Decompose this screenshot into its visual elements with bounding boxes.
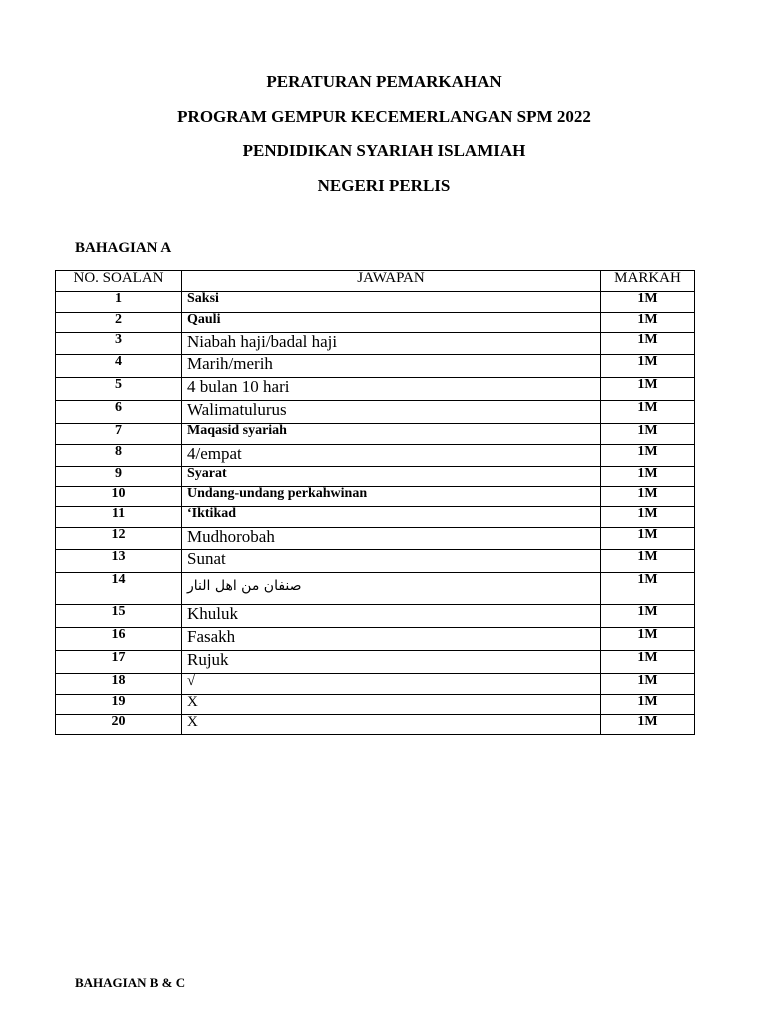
mark-value: 1M [601, 401, 695, 424]
table-row [56, 674, 695, 695]
question-number: 5 [56, 378, 182, 401]
question-number: 16 [56, 628, 182, 651]
mark-value: 1M [601, 292, 695, 313]
answer-text: Walimatulurus [182, 401, 601, 424]
question-number: 1 [56, 292, 182, 313]
question-number: 13 [56, 550, 182, 573]
mark-value: 1M [601, 333, 695, 355]
mark-value: 1M [601, 628, 695, 651]
table-row [56, 507, 695, 528]
table-row [56, 651, 695, 674]
mark-value: 1M [601, 313, 695, 333]
answer-text: Undang-undang perkahwinan [182, 487, 601, 507]
mark-value: 1M [601, 355, 695, 378]
program-title: PROGRAM GEMPUR KECEMERLANGAN SPM 2022 [177, 107, 591, 126]
answer-text: X [182, 715, 601, 735]
question-number: 18 [56, 674, 182, 695]
table-row [56, 378, 695, 401]
table-row [56, 573, 695, 605]
column-header-question-no: NO. SOALAN [56, 271, 182, 292]
section-a-label: BAHAGIAN A [75, 240, 172, 256]
mark-value: 1M [601, 445, 695, 467]
table-row [56, 487, 695, 507]
question-number: 9 [56, 467, 182, 487]
mark-value: 1M [601, 507, 695, 528]
answer-text: Fasakh [182, 628, 601, 651]
question-number: 2 [56, 313, 182, 333]
question-number: 12 [56, 528, 182, 550]
mark-value: 1M [601, 605, 695, 628]
answer-text: Syarat [182, 467, 601, 487]
table-row [56, 695, 695, 715]
mark-value: 1M [601, 674, 695, 695]
mark-value: 1M [601, 695, 695, 715]
table-row [56, 528, 695, 550]
question-number: 19 [56, 695, 182, 715]
answer-text: 4 bulan 10 hari [182, 378, 601, 401]
question-number: 10 [56, 487, 182, 507]
table-row [56, 605, 695, 628]
answer-text: X [182, 695, 601, 715]
table-row [56, 628, 695, 651]
table-row [56, 292, 695, 313]
answer-table [55, 270, 695, 735]
state-title: NEGERI PERLIS [317, 176, 451, 195]
mark-value: 1M [601, 378, 695, 401]
mark-value: 1M [601, 424, 695, 445]
table-row [56, 333, 695, 355]
table-row [56, 445, 695, 467]
table-row [56, 467, 695, 487]
question-number: 3 [56, 333, 182, 355]
answer-text: √ [182, 674, 601, 695]
question-number: 11 [56, 507, 182, 528]
answer-text-arabic: صنفان من اهل النار [182, 573, 601, 605]
mark-value: 1M [601, 467, 695, 487]
mark-value: 1M [601, 550, 695, 573]
question-number: 14 [56, 573, 182, 605]
mark-value: 1M [601, 573, 695, 605]
mark-value: 1M [601, 715, 695, 735]
mark-value: 1M [601, 487, 695, 507]
question-number: 6 [56, 401, 182, 424]
answer-text: Mudhorobah [182, 528, 601, 550]
table-row [56, 355, 695, 378]
question-number: 17 [56, 651, 182, 674]
question-number: 15 [56, 605, 182, 628]
table-row [56, 401, 695, 424]
subject-title: PENDIDIKAN SYARIAH ISLAMIAH [242, 141, 526, 160]
answer-text: Sunat [182, 550, 601, 573]
table-row [56, 715, 695, 735]
answer-text: Maqasid syariah [182, 424, 601, 445]
table-row [56, 424, 695, 445]
question-number: 7 [56, 424, 182, 445]
answer-text: Saksi [182, 292, 601, 313]
mark-value: 1M [601, 651, 695, 674]
answer-text: Rujuk [182, 651, 601, 674]
question-number: 20 [56, 715, 182, 735]
mark-value: 1M [601, 528, 695, 550]
column-header-mark: MARKAH [601, 271, 695, 292]
question-number: 8 [56, 445, 182, 467]
table-row [56, 550, 695, 573]
answer-text: Qauli [182, 313, 601, 333]
answer-text: 4/empat [182, 445, 601, 467]
answer-text: Khuluk [182, 605, 601, 628]
question-number: 4 [56, 355, 182, 378]
document-title: PERATURAN PEMARKAHAN [266, 72, 502, 91]
section-bc-label: BAHAGIAN B & C [75, 975, 186, 990]
answer-text: Niabah haji/badal haji [182, 333, 601, 355]
answer-text: Marih/merih [182, 355, 601, 378]
column-header-answer: JAWAPAN [182, 271, 601, 292]
table-row [56, 313, 695, 333]
answer-text: ‘Iktikad [182, 507, 601, 528]
table-header-row [56, 271, 695, 292]
